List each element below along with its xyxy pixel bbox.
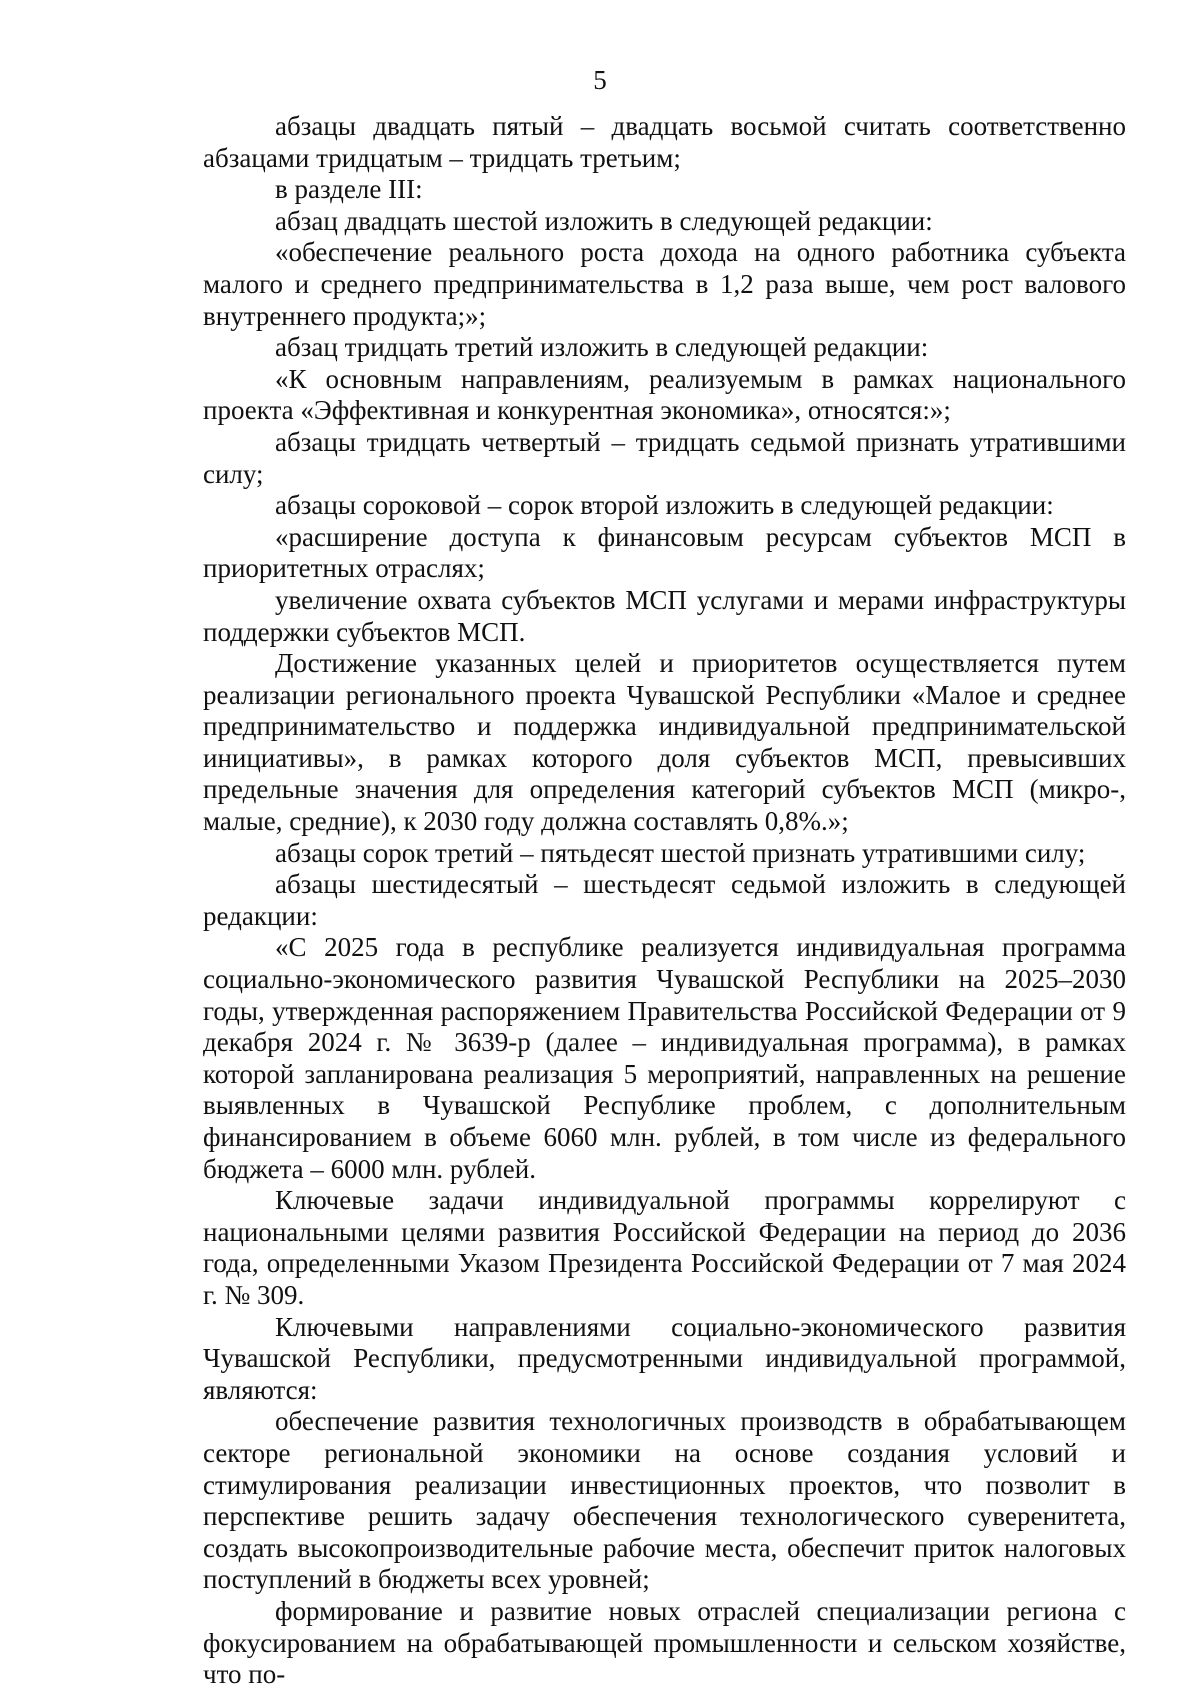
page-number: 5 [593,65,607,95]
paragraph: «С 2025 года в республике реализуется индивидуальная программа социально-экономического развития Чувашской Республики на 2025–2030 годы, утвержденная распоряжением Правительства Российской Федерации от 9 декабря 2024 г. № 3639-р (далее – индивидуальная программа), в рамках которой запланирована реализация 5 мероприятий, направленных на решение выявленных в Чувашской Республике проблем, с дополнительным финансированием в объеме 6060 млн. рублей, в том числе из федерального бюджета – 6000 млн. рублей. [203,932,1126,1184]
paragraph: Ключевые задачи индивидуальной программы коррелируют с национальными целями развития Российской Федерации на период до 2036 года, определенными Указом Президента Российской Федерации от 7 мая 2024 г. № 309. [203,1185,1126,1310]
paragraph: абзацы сорок третий – пятьдесят шестой признать утратившими силу; [275,837,1086,868]
paragraph: Ключевыми направлениями социально-экономического развития Чувашской Республики, предусмотренными индивидуальной программой, являются: [203,1311,1126,1405]
paragraph: абзац двадцать шестой изложить в следующей редакции: [275,205,933,236]
document-body [203,111,1126,1691]
paragraph: абзацы двадцать пятый – двадцать восьмой считать соответственно абзацами тридцатым – тридцать третьим; [203,111,1126,173]
paragraph: абзацы сороковой – сорок второй изложить в следующей редакции: [275,490,1054,521]
paragraph: обеспечение развития технологичных производств в обрабатывающем секторе региональной экономики на основе создания условий и стимулирования реализации инвестиционных проектов, что позволит в перспективе решить задачу обеспечения технологического суверенитета, создать высокопроизводительные рабочие места, обеспечит приток налоговых поступлений в бюджеты всех уровней; [203,1406,1126,1595]
paragraph: «обеспечение реального роста дохода на одного работника субъекта малого и среднего предпринимательства в 1,2 раза выше, чем рост валового внутреннего продукта;»; [203,237,1126,331]
paragraph: «К основным направлениям, реализуемым в рамках национального проекта «Эффективная и конкурентная экономика», относятся:»; [203,363,1126,426]
paragraph: «расширение доступа к финансовым ресурсам субъектов МСП в приоритетных отраслях; [203,521,1126,584]
paragraph: увеличение охвата субъектов МСП услугами и мерами инфраструктуры поддержки субъектов МСП. [203,584,1126,647]
paragraph: абзацы тридцать четвертый – тридцать седьмой признать утратившими силу; [203,426,1126,489]
paragraph: Достижение указанных целей и приоритетов осуществляется путем реализации регионального проекта Чувашской Республики «Малое и среднее предпринимательство и поддержка индивидуальной предпринимательской инициативы», в рамках которого доля субъектов МСП, превысивших предельные значения для определения категорий субъектов МСП (микро-, малые, средние), к 2030 году должна составлять 0,8%.»; [203,648,1126,837]
paragraph: абзацы шестидесятый – шестьдесят седьмой изложить в следующей редакции: [203,869,1126,931]
paragraph: формирование и развитие новых отраслей специализации региона с фокусированием на обрабатывающей промышленности и сельском хозяйстве, что по- [203,1595,1126,1690]
paragraph: в разделе III: [275,174,423,205]
paragraph: абзац тридцать третий изложить в следующей редакции: [275,332,929,363]
